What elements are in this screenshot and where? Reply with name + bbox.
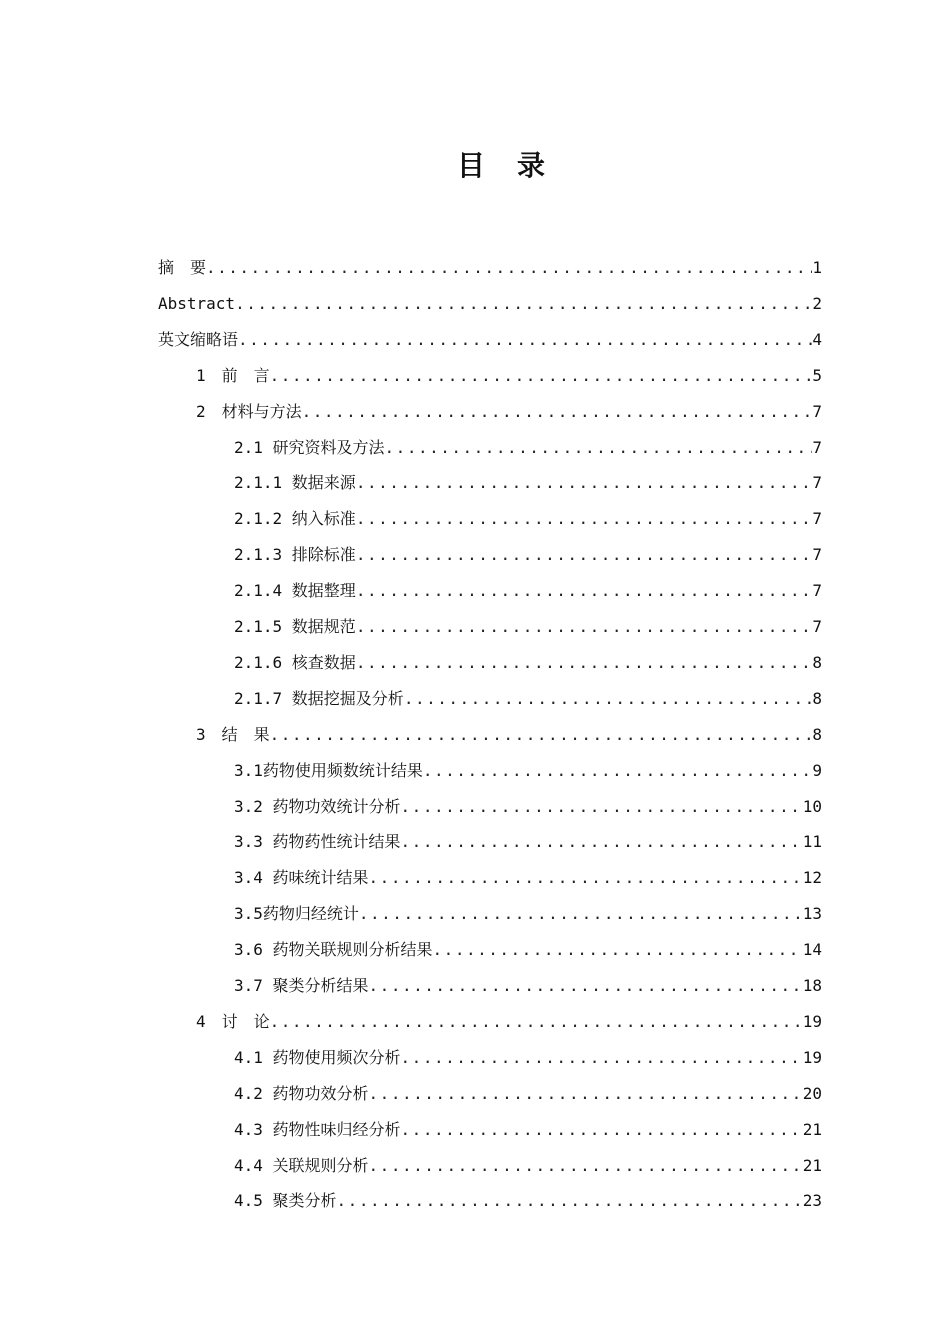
toc-entry[interactable] xyxy=(234,1040,822,1076)
toc-page-number: 11 xyxy=(802,832,822,852)
toc-entry-label: 3.7 聚类分析结果 xyxy=(234,976,369,995)
toc-entry[interactable] xyxy=(234,1076,822,1112)
toc-page-number: 13 xyxy=(802,904,822,924)
toc-entry[interactable] xyxy=(234,501,822,537)
toc-entry[interactable] xyxy=(234,681,822,717)
toc-entry-label: 4.4 关联规则分析 xyxy=(234,1155,369,1175)
toc-page-number: 21 xyxy=(802,1119,822,1139)
toc-entry[interactable] xyxy=(234,573,822,609)
toc-entry-label: 3.6 药物关联规则分析结果 xyxy=(234,940,433,960)
toc-dot-leader xyxy=(423,753,812,789)
toc-dot-leader xyxy=(401,824,803,860)
toc-entry-label: 2.1.7 数据挖掘及分析 xyxy=(234,688,404,708)
toc-page-number: 14 xyxy=(802,940,822,960)
toc-dot-leader xyxy=(433,932,803,968)
toc-entry[interactable] xyxy=(234,753,822,789)
toc-entry-label: 3 结 果 xyxy=(196,724,270,744)
page-title: 目 录 xyxy=(456,149,547,182)
toc-entry[interactable] xyxy=(234,932,822,968)
toc-dot-leader xyxy=(369,968,803,1004)
toc-entry-label: 2.1.4 数据整理 xyxy=(234,581,356,601)
toc-entry-label: 2.1.3 排除标准 xyxy=(234,545,356,565)
toc-page-number: 7 xyxy=(812,401,822,421)
toc-entry-label: 3.3 药物药性统计结果 xyxy=(234,832,401,852)
toc-entry-label: 3.4 药味统计结果 xyxy=(234,868,369,888)
toc-page-number: 2 xyxy=(812,293,822,313)
toc-entry[interactable] xyxy=(196,717,822,753)
toc-page-number: 19 xyxy=(802,1047,822,1067)
toc-dot-leader xyxy=(401,1112,803,1148)
toc-entry-label: 4.3 药物性味归经分析 xyxy=(234,1119,401,1139)
toc-entry-label: 2.1.5 数据规范 xyxy=(234,617,356,636)
toc-entry[interactable] xyxy=(234,465,822,501)
toc-dot-leader xyxy=(356,465,813,501)
toc-page-number: 7 xyxy=(812,617,822,636)
toc-entry[interactable] xyxy=(196,1004,822,1040)
toc-entry-label: 4 讨 论 xyxy=(196,1011,270,1031)
toc-entry-label: 英文缩略语 xyxy=(158,329,239,349)
toc-dot-leader xyxy=(401,1040,803,1076)
toc-dot-leader xyxy=(356,609,813,645)
toc-dot-leader xyxy=(270,1004,803,1040)
toc-dot-leader xyxy=(337,1183,803,1219)
toc-entry[interactable] xyxy=(234,645,822,681)
toc-entry[interactable] xyxy=(234,430,822,466)
toc-entry-label: 2.1.2 纳入标准 xyxy=(234,509,356,529)
toc-entry[interactable] xyxy=(234,1183,822,1219)
toc-dot-leader xyxy=(385,430,813,466)
toc-entry[interactable] xyxy=(158,286,822,322)
toc-entry[interactable] xyxy=(158,322,822,358)
toc-dot-leader xyxy=(238,322,812,358)
toc-dot-leader xyxy=(369,1076,803,1112)
toc-page-number: 7 xyxy=(812,437,822,457)
toc-dot-leader xyxy=(302,394,813,430)
toc-page-number: 10 xyxy=(802,796,822,816)
toc-page-number: 8 xyxy=(812,724,822,744)
toc-entry-label: 2.1.1 数据来源 xyxy=(234,473,356,493)
toc-entry[interactable] xyxy=(196,358,822,394)
toc-entry[interactable] xyxy=(234,968,822,1004)
toc-entry-label: 2 材料与方法 xyxy=(196,401,302,421)
toc-entry-label: 4.5 聚类分析 xyxy=(234,1191,337,1211)
toc-entry[interactable] xyxy=(234,1112,822,1148)
toc-entry[interactable] xyxy=(234,609,822,645)
toc-page-number: 18 xyxy=(802,976,822,995)
toc-dot-leader xyxy=(270,717,813,753)
toc-page-number: 9 xyxy=(812,760,822,780)
toc-entry[interactable] xyxy=(234,896,822,932)
toc-dot-leader xyxy=(356,573,813,609)
toc-page-number: 7 xyxy=(812,545,822,565)
toc-page-number: 20 xyxy=(802,1083,822,1103)
toc-entry-label: 摘 要 xyxy=(158,258,207,277)
toc-entry[interactable] xyxy=(158,250,822,286)
toc-entry-label: 3.5药物归经统计 xyxy=(234,904,359,924)
toc-page-number: 8 xyxy=(812,688,822,708)
toc-dot-leader xyxy=(235,286,812,322)
toc-page-number: 12 xyxy=(802,868,822,888)
toc-entry-label: 4.2 药物功效分析 xyxy=(234,1083,369,1103)
toc-page-number: 7 xyxy=(812,509,822,529)
toc-page-number: 8 xyxy=(812,652,822,672)
toc-entry-label: 4.1 药物使用频次分析 xyxy=(234,1047,401,1067)
toc-dot-leader xyxy=(270,358,813,394)
toc-page-number: 5 xyxy=(812,365,822,385)
toc-entry-label: 2.1.6 核查数据 xyxy=(234,652,356,672)
toc-dot-leader xyxy=(404,681,813,717)
toc-dot-leader xyxy=(206,250,812,286)
toc-page-number: 7 xyxy=(812,581,822,601)
toc-page-number: 19 xyxy=(802,1011,822,1031)
toc-entry[interactable] xyxy=(234,860,822,896)
toc-entry[interactable] xyxy=(234,824,822,860)
toc-entry-label: 1 前 言 xyxy=(196,365,270,385)
toc-entry-label: Abstract xyxy=(158,293,236,313)
toc-entry[interactable] xyxy=(196,394,822,430)
toc-page-number: 1 xyxy=(812,258,822,277)
toc-entry-label: 3.2 药物功效统计分析 xyxy=(234,796,401,816)
toc-dot-leader xyxy=(359,896,803,932)
toc-entry-label: 2.1 研究资料及方法 xyxy=(234,437,385,457)
toc-entry-label: 3.1药物使用频数统计结果 xyxy=(234,760,423,780)
toc-dot-leader xyxy=(356,537,813,573)
toc-dot-leader xyxy=(401,789,803,825)
toc-entry[interactable] xyxy=(234,1148,822,1184)
toc-entry[interactable] xyxy=(234,789,822,825)
toc-page-number: 7 xyxy=(812,473,822,493)
toc-dot-leader xyxy=(356,645,813,681)
toc-dot-leader xyxy=(369,860,803,896)
toc-dot-leader xyxy=(369,1148,803,1184)
toc-entry[interactable] xyxy=(234,537,822,573)
toc-page-number: 23 xyxy=(802,1191,822,1211)
toc-page-number: 4 xyxy=(812,329,822,349)
toc-page-number: 21 xyxy=(802,1155,822,1175)
toc-dot-leader xyxy=(356,501,813,537)
